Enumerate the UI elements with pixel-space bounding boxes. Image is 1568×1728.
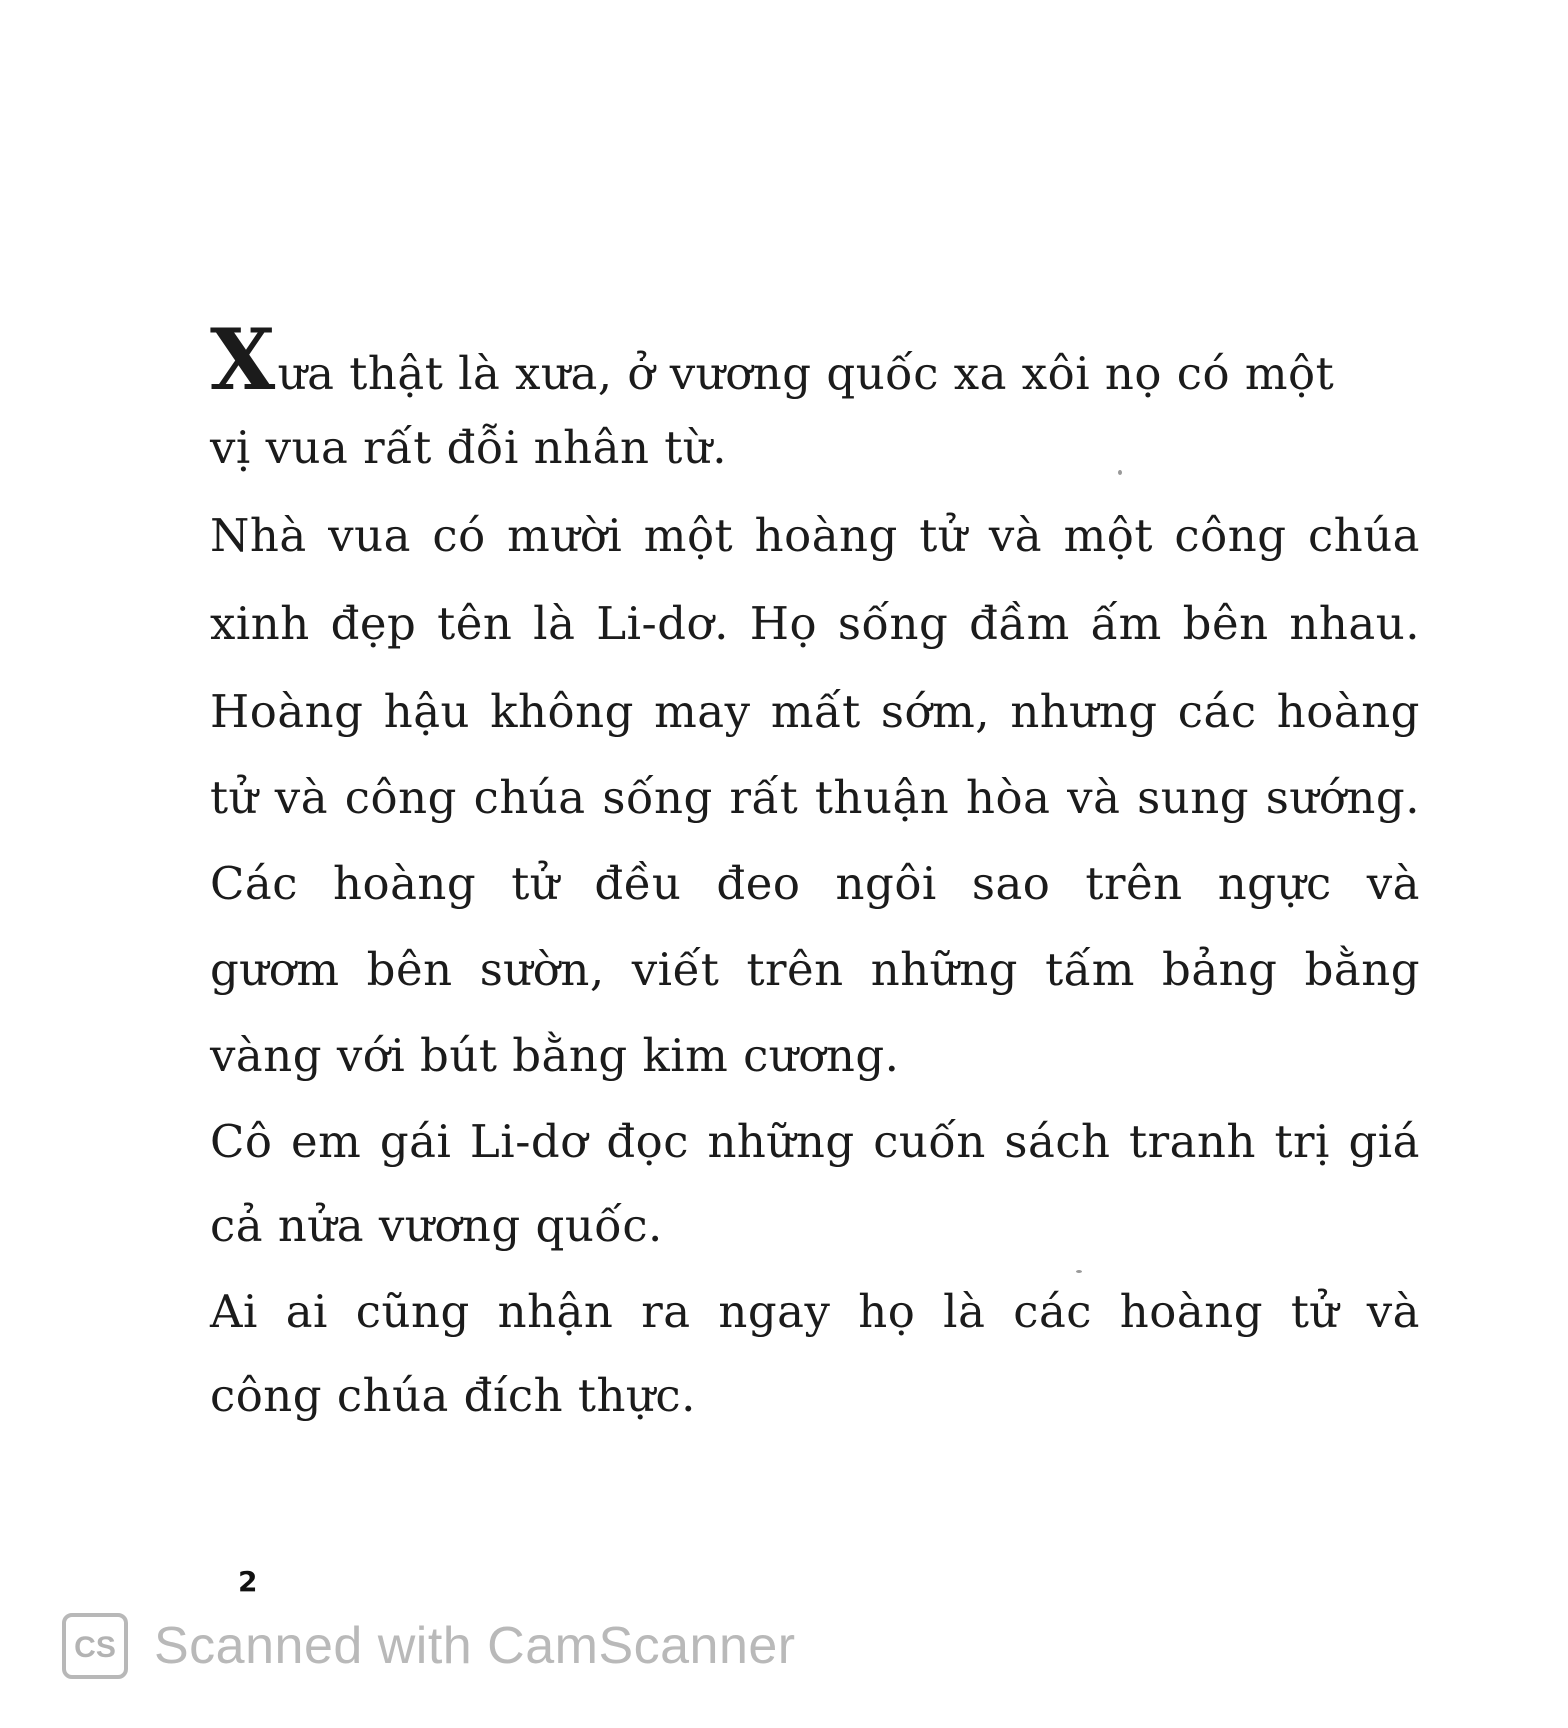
svg-text:CS: CS <box>74 1631 116 1664</box>
scan-speck <box>1076 1270 1082 1273</box>
story-line-4: xinh đẹp tên là Li-dơ. Họ sống đầm ấm bên nhau. <box>210 597 1420 650</box>
drop-cap: X <box>210 310 276 409</box>
story-line-11: cả nửa vương quốc. <box>210 1199 663 1252</box>
story-line-9: vàng với bút bằng kim cương. <box>210 1029 900 1082</box>
story-line-7: Các hoàng tử đều đeo ngôi sao trên ngực và <box>210 857 1420 910</box>
story-line-8: gươm bên sườn, viết trên những tấm bảng bằng <box>210 943 1420 996</box>
camscanner-logo-icon <box>62 1613 128 1679</box>
story-line-13: công chúa đích thực. <box>210 1369 696 1422</box>
scan-speck <box>1118 470 1122 475</box>
camscanner-logo-glyph <box>69 1626 121 1666</box>
story-line-12: Ai ai cũng nhận ra ngay họ là các hoàng tử và <box>210 1285 1420 1338</box>
story-line-6: tử và công chúa sống rất thuận hòa và sung sướng. <box>210 771 1420 824</box>
story-line-2: vị vua rất đỗi nhân từ. <box>210 421 728 474</box>
story-line-10: Cô em gái Li-dơ đọc những cuốn sách tranh trị giá <box>210 1115 1420 1168</box>
story-line-1: Xưa thật là xưa, ở vương quốc xa xôi nọ có một <box>210 310 1335 409</box>
page-number: 2 <box>238 1565 258 1598</box>
story-line-5: Hoàng hậu không may mất sớm, nhưng các hoàng <box>210 685 1420 738</box>
watermark-text: Scanned with CamScanner <box>154 1617 796 1675</box>
camscanner-watermark <box>62 1610 796 1682</box>
story-line-3: Nhà vua có mười một hoàng tử và một công chúa <box>210 509 1420 562</box>
